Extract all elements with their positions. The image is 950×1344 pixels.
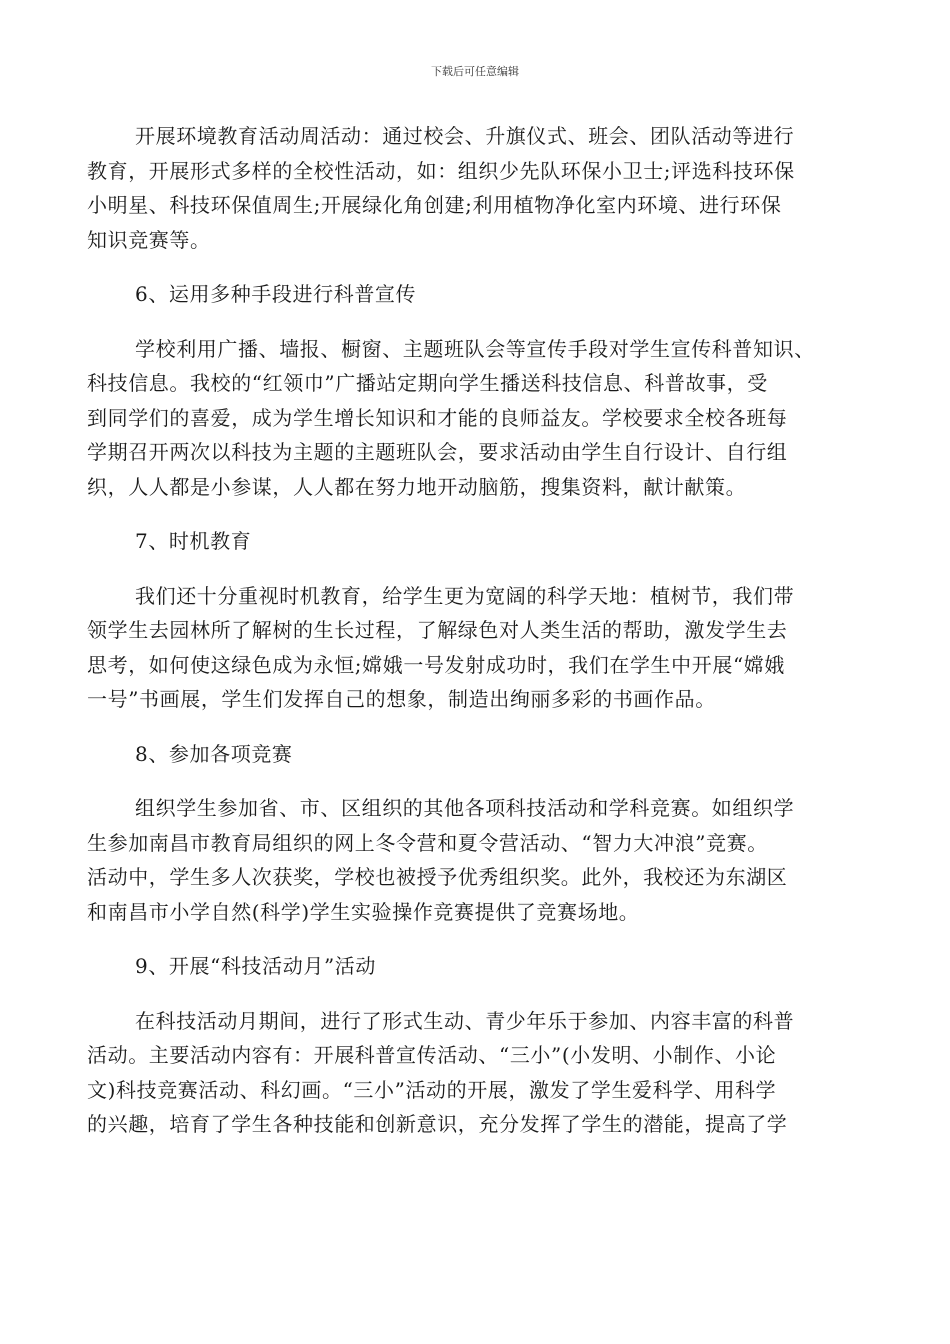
text-line: 的兴趣，培育了学生各种技能和创新意识，充分发挥了学生的潜能，提高了学 bbox=[87, 1112, 788, 1136]
paragraph-environment-week bbox=[87, 119, 865, 257]
heading-line: 6、运用多种手段进行科普宣传 bbox=[135, 282, 417, 306]
text-line: 思考，如何使这绿色成为永恒;嫦娥一号发射成功时，我们在学生中开展“嫦娥 bbox=[87, 652, 785, 677]
text-line: 组织学生参加省、市、区组织的其他各项科技活动和学科竞赛。如组织学 bbox=[135, 796, 795, 820]
text-line: 开展环境教育活动周活动：通过校会、升旗仪式、班会、团队活动等进行 bbox=[135, 124, 795, 148]
text-line: 领学生去园林所了解树的生长过程，了解绿色对人类生活的帮助，激发学生去 bbox=[87, 618, 788, 642]
text-line: 学校利用广播、墙报、橱窗、主题班队会等宣传手段对学生宣传科普知识、 bbox=[135, 336, 815, 361]
text-line: 小明星、科技环保值周生;开展绿化角创建;利用植物净化室内环境、进行环保 bbox=[87, 193, 782, 217]
text-line: 到同学们的喜爱，成为学生增长知识和才能的良师益友。学校要求全校各班每 bbox=[87, 405, 788, 430]
text-line: 文)科技竞赛活动、科幻画。“三小”活动的开展，激发了学生爱科学、用科学 bbox=[87, 1077, 777, 1102]
heading-line: 7、时机教育 bbox=[135, 529, 252, 553]
text-line: 织，人人都是小参谋，人人都在努力地开动脑筋，搜集资料，献计献策。 bbox=[87, 474, 747, 499]
paragraph-timely-education bbox=[87, 579, 865, 717]
text-line: 学期召开两次以科技为主题的主题班队会，要求活动由学生自行设计、自行组 bbox=[87, 440, 788, 464]
heading-line: 9、开展“科技活动月”活动 bbox=[135, 954, 376, 978]
section-heading-7 bbox=[87, 524, 865, 559]
text-line: 和南昌市小学自然(科学)学生实验操作竞赛提供了竞赛场地。 bbox=[87, 899, 640, 924]
heading-line: 8、参加各项竞赛 bbox=[135, 741, 293, 766]
paragraph-publicity bbox=[87, 332, 865, 505]
text-line: 活动。主要活动内容有：开展科普宣传活动、“三小”(小发明、小制作、小论 bbox=[87, 1043, 777, 1067]
text-line: 科技信息。我校的“红领巾”广播站定期向学生播送科技信息、科普故事，受 bbox=[87, 371, 768, 395]
page-header-note: 下载后可任意编辑 bbox=[431, 65, 519, 78]
section-heading-6 bbox=[87, 277, 865, 312]
section-heading-8 bbox=[87, 737, 865, 772]
section-heading-9 bbox=[87, 949, 865, 984]
text-line: 在科技活动月期间，进行了形式生动、青少年乐于参加、内容丰富的科普 bbox=[135, 1008, 795, 1033]
text-line: 教育，开展形式多样的全校性活动，如：组织少先队环保小卫士;评选科技环保 bbox=[87, 158, 795, 183]
text-line: 生参加南昌市教育局组织的网上冬令营和夏令营活动、“智力大冲浪”竞赛。 bbox=[87, 830, 768, 855]
text-line: 我们还十分重视时机教育，给学生更为宽阔的科学天地：植树节，我们带 bbox=[135, 583, 795, 608]
text-line: 知识竞赛等。 bbox=[87, 227, 211, 252]
paragraph-competitions bbox=[87, 791, 865, 929]
document-body bbox=[87, 119, 865, 1162]
text-line: 一号”书画展，学生们发挥自己的想象，制造出绚丽多彩的书画作品。 bbox=[87, 687, 716, 711]
paragraph-science-month bbox=[87, 1004, 865, 1142]
text-line: 活动中，学生多人次获奖，学校也被授予优秀组织奖。此外，我校还为东湖区 bbox=[87, 865, 788, 889]
